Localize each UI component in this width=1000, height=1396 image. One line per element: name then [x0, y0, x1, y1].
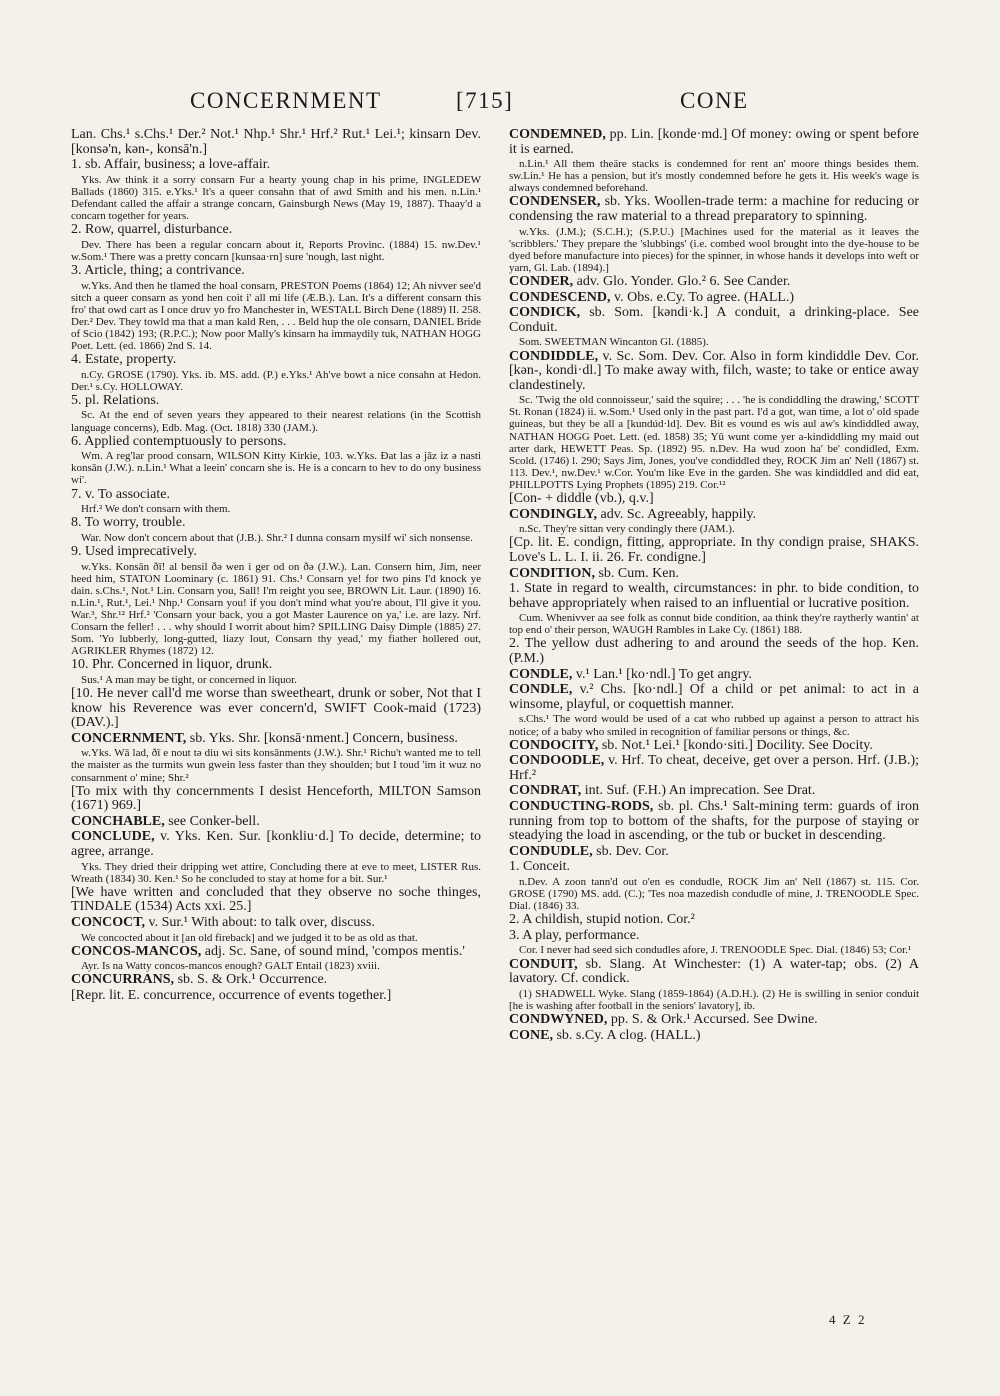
entry-text: w.Yks. (J.M.); (S.C.H.); (S.P.U.) [Machines used for the material as it leaves the 'scribblers.' They prepare the 'slubbings' (i.e. combed wool brought into the dye-house to be dyed before manufacture into pieces) for the spinner, in whose hands it develops into weft or yarn, Gl. Lab. (1894).]	[509, 225, 919, 274]
entry-text: n.Lin.¹ All them theäre stacks is condemned for rent an' moore things besides them. sw.Lin.¹ He has a pension, but it's mostly condemned before he gets it. His week's wage is always condemned beforehand.	[509, 158, 919, 195]
entry-text: sb. Yks. Shr. [konsā·nment.] Concern, business.	[186, 730, 458, 746]
header-right-word: CONE	[680, 88, 749, 113]
entry-text: see Conker-bell.	[164, 813, 260, 829]
entry-text: v. Yks. Ken. Sur. [konkliu·d.] To decide, determine; to agree, arrange.	[71, 829, 481, 859]
entry-text: We concocted about it [an old fireback] and we judged it to be as old as that.	[81, 931, 418, 944]
dictionary-entry	[509, 958, 919, 987]
signature-mark: 4 Z 2	[829, 1312, 867, 1327]
headword: CONDUCTING-RODS,	[509, 799, 654, 814]
entry-text: sb. S. & Ork.¹ Occurrence.	[174, 972, 328, 988]
dictionary-entry	[509, 800, 919, 844]
citation-paragraph	[71, 503, 481, 515]
running-header	[70, 88, 950, 122]
entry-text: n.Cy. GROSE (1790). Yks. ib. MS. add. (P.) e.Yks.¹ Ah've bowt a nice consahn at Hedon. Der.¹ s.Cy. HOLLOWAY.	[71, 368, 481, 393]
entry-text: 2. The yellow dust adhering to and around the seeds of the hop. Ken. (P.M.)	[509, 636, 919, 667]
entry-text: v. Sur.¹ With about: to talk over, discuss.	[145, 914, 375, 930]
headword: CONDINGLY,	[509, 506, 598, 522]
dictionary-entry	[71, 732, 481, 747]
entry-text: v. Obs. e.Cy. To agree. (HALL.)	[610, 289, 795, 305]
entry-text: sb. Yks. Woollen-trade term: a machine for reducing or condensing the raw material to a thread preparatory to spinning.	[509, 194, 919, 225]
headword: CONDEMNED,	[509, 127, 606, 142]
entry-text: (1) SHADWELL Wyke. Slang (1859-1864) (A.D.H.). (2) He is swilling in senior conduit [he is washing after football in the seniors' lavatory], ib.	[509, 987, 919, 1012]
headword: CONDUDLE,	[509, 843, 593, 859]
entry-text: pp. Lin. [konde·md.] Of money: owing or spent before it is earned.	[509, 127, 919, 157]
entry-text: Hrf.² We don't consarn with them.	[81, 503, 231, 516]
dictionary-entry	[509, 1029, 919, 1044]
entry-text: [Repr. lit. E. concurrence, occurrence of events together.]	[71, 987, 392, 1003]
citation-paragraph	[509, 944, 919, 956]
sense-paragraph	[71, 886, 481, 915]
headword: CONDICK,	[509, 305, 581, 321]
dictionary-entry	[509, 291, 919, 306]
sense-paragraph	[71, 264, 481, 279]
sense-paragraph	[71, 223, 481, 238]
entry-text: [We have written and concluded that they observe no soche thinges, TINDALE (1534) Acts xxi. 25.]	[71, 884, 481, 915]
entry-text: v. Sc. Som. Dev. Cor. Also in form kindiddle Dev. Cor. [kən-, kondi·dl.] To make away with, filch, waste; to take or entice away clandestinely.	[509, 348, 919, 393]
entry-text: [10. He never call'd me worse than sweetheart, drunk or sober, Not that I know his Reverence was ever concern'd, SWIFT Cook-maid (1723) (DAV.).]	[71, 685, 481, 731]
entry-text: sb. s.Cy. A clog. (HALL.)	[552, 1027, 701, 1043]
sense-paragraph	[71, 545, 481, 560]
dictionary-entry	[71, 945, 481, 960]
entry-text: sb. pl. Chs.¹ Salt-mining term: guards of iron running from top to bottom of the shafts, for the purpose of staying or steadying the load in ascending, or the tub or bucket in descending.	[509, 799, 919, 844]
entry-text: Dev. There has been a regular concarn about it, Reports Provinc. (1884) 15. nw.Dev.¹ w.Som.¹ There was a pretty concarn [kunsaa·rn] sure 'nough, last night.	[71, 238, 481, 263]
entry-text: Yks. They dried their dripping wet attire, Concluding there at eve to meet, LISTER Rus. Wreath (1834) 30. Ken.¹ So he concluded to stay at home for a bit. Sur.¹	[71, 860, 481, 885]
dictionary-entry	[71, 830, 481, 859]
dictionary-entry	[71, 815, 481, 830]
entry-text: Lan. Chs.¹ s.Chs.¹ Der.² Not.¹ Nhp.¹ Shr.¹ Hrf.² Rut.¹ Lei.¹; kinsarn Dev. [konsə'n, kən-, konsā'n.]	[71, 127, 481, 157]
entry-text: Som. SWEETMAN Wincanton Gl. (1885).	[519, 336, 709, 349]
entry-text: n.Dev. A zoon tann'd out o'en es condudle, ROCK Jim an' Nell (1867) st. 115. Cor. GROSE (1790) MS. add. (C.); 'Tes noa mazedish condudle of mine, J. TRENOODLE Spec. Dial. (1846) 33.	[509, 875, 919, 913]
entry-text: 5. pl. Relations.	[71, 392, 160, 408]
sense-paragraph	[71, 658, 481, 673]
dictionary-entry	[509, 275, 919, 290]
entry-text: sb. Dev. Cor.	[592, 843, 669, 859]
headword: CONDOODLE,	[509, 753, 605, 769]
headword: CONCERNMENT,	[71, 730, 187, 746]
entry-text: 2. Row, quarrel, disturbance.	[71, 222, 233, 238]
sense-paragraph	[509, 582, 919, 611]
entry-text: [To mix with thy concernments I desist Henceforth, MILTON Samson (1671) 969.]	[71, 783, 481, 814]
sense-paragraph	[71, 989, 481, 1004]
citation-paragraph	[509, 523, 919, 535]
entry-text: v.² Chs. [ko·ndl.] Of a child or pet animal: to act in a winsome, playful, or coquettish manner.	[509, 682, 919, 712]
entry-text: sb. Som. [kəndi·k.] A conduit, a drinking-place. See Conduit.	[509, 305, 919, 335]
headword: CONDOCITY,	[509, 737, 599, 753]
citation-paragraph	[509, 158, 919, 194]
citation-paragraph	[509, 612, 919, 636]
sense-paragraph	[509, 860, 919, 875]
sense-paragraph	[509, 929, 919, 944]
citation-paragraph	[71, 174, 481, 222]
entry-text: 1. Conceit.	[509, 859, 571, 875]
entry-text: 10. Phr. Concerned in liquor, drunk.	[71, 657, 273, 673]
dictionary-entry	[509, 754, 919, 783]
citation-paragraph	[71, 450, 481, 486]
dictionary-entry	[509, 784, 919, 799]
dictionary-entry	[509, 1013, 919, 1028]
headword: CONCURRANS,	[71, 972, 175, 988]
headword: CONDRAT,	[509, 783, 582, 799]
entry-text: int. Suf. (F.H.) An imprecation. See Drat.	[581, 783, 816, 799]
dictionary-entry	[71, 916, 481, 931]
sense-paragraph	[71, 516, 481, 531]
dictionary-entry	[71, 973, 481, 988]
headword: CONDESCEND,	[509, 289, 611, 305]
entry-text: v. Hrf. To cheat, deceive, get over a person. Hrf. (J.B.); Hrf.²	[509, 753, 919, 783]
entry-text: Sus.¹ A man may be tight, or concerned in liquor.	[81, 673, 297, 686]
entry-text: 8. To worry, trouble.	[71, 515, 186, 531]
entry-text: adv. Glo. Yonder. Glo.² 6. See Cander.	[573, 274, 791, 290]
entry-text: s.Chs.¹ The word would be used of a cat who rubbed up against a person to attract his notice; of a baby who smiled in recognition of familiar persons or things, &c.	[509, 713, 919, 738]
citation-paragraph	[71, 561, 481, 658]
dictionary-entry	[509, 195, 919, 224]
entry-text: adj. Sc. Sane, of sound mind, 'compos mentis.'	[201, 943, 465, 959]
right-column	[509, 128, 919, 1044]
headword: CONDWYNED,	[509, 1011, 608, 1027]
citation-paragraph	[509, 876, 919, 912]
entry-text: 3. A play, performance.	[509, 927, 640, 943]
citation-paragraph	[71, 239, 481, 263]
citation-paragraph	[71, 861, 481, 885]
citation-paragraph	[71, 532, 481, 544]
sense-paragraph	[509, 492, 919, 507]
dictionary-entry	[509, 845, 919, 860]
sense-paragraph	[71, 394, 481, 409]
entry-text: [Cp. lit. E. condign, fitting, appropriate. In thy condign praise, SHAKS. Love's L. L. I. ii. 26. Fr. condigne.]	[509, 535, 919, 565]
left-column	[71, 128, 481, 1005]
headword: CONDLE,	[509, 682, 573, 698]
entry-text: Sc. At the end of seven years they appeared to their nearest relations (in the Scottish language concerns), Edb. Mag. (Oct. 1818) 330 (JAM.).	[71, 409, 481, 434]
entry-text: n.Sc. They're sittan very condingly there (JAM.).	[519, 523, 735, 536]
entry-text: 3. Article, thing; a contrivance.	[71, 262, 245, 278]
sense-paragraph	[71, 785, 481, 814]
citation-paragraph	[509, 336, 919, 348]
header-left-word: CONCERNMENT	[190, 88, 382, 113]
citation-paragraph	[71, 960, 481, 972]
citation-paragraph	[71, 932, 481, 944]
entry-text: 7. v. To associate.	[71, 486, 170, 502]
entry-text: Wm. A reg'lar prood consarn, WILSON Kitty Kirkie, 103. w.Yks. Ðat las ə jāz iz ə nasti konsān (J.W.). n.Lin.¹ What a leein' concarn she is. He is a concarn to hev to do ony business wi'.	[71, 450, 481, 487]
citation-paragraph	[509, 226, 919, 274]
headword: CONDENSER,	[509, 194, 601, 210]
headword: CONDUIT,	[509, 956, 578, 972]
sense-paragraph	[71, 158, 481, 173]
sense-paragraph	[71, 488, 481, 503]
citation-paragraph	[71, 409, 481, 433]
citation-paragraph	[509, 988, 919, 1012]
headword: CONCHABLE,	[71, 813, 165, 829]
headword: CONDITION,	[509, 565, 595, 581]
entry-text: adv. Sc. Agreeably, happily.	[597, 506, 757, 522]
entry-text: [Con- + diddle (vb.), q.v.]	[509, 491, 654, 507]
entry-text: War. Now don't concern about that (J.B.). Shr.² I dunna consarn mysilf wi' sich nonsense.	[81, 531, 473, 544]
citation-paragraph	[71, 747, 481, 783]
entry-text: Cum. Whenivver aa see folk as connut bide condition, aa think they're raytherly wantin' at top end o' their person, WAUGH Rambles in Lake Cy. (1861) 188.	[509, 612, 919, 637]
headword: CONE,	[509, 1027, 553, 1043]
entry-text: w.Yks. Wā lad, ðī e nout tə diu wi sits konsānments (J.W.). Shr.¹ Richu't wanted me to tell the maister as the turmits wun gwein less faster than they shoulden; but I toud 'im it wuz no consarnment o' mine; Shr.²	[71, 747, 481, 784]
sense-paragraph	[71, 128, 481, 157]
headword: CONDER,	[509, 274, 574, 290]
dictionary-entry	[509, 668, 919, 683]
citation-paragraph	[71, 674, 481, 686]
headword: CONCOCT,	[71, 914, 146, 930]
dictionary-entry	[509, 567, 919, 582]
entry-text: Ayr. Is na Watty concos-mancos enough? GALT Entail (1823) xviii.	[81, 960, 380, 973]
entry-text: sb. Cum. Ken.	[594, 565, 679, 581]
entry-text: Sc. 'Twig the old connoisseur,' said the squire; . . . 'he is condiddling the drawing,' SCOTT St. Ronan (1824) ii. w.Som.¹ Used only in the past part. I'd a got, wan time, a lot o' old spade guineas, but they be all a [kundúd·ld]. Dev. Bit es vound es wis aul aw's kindiddled away, NATHAN HOGG Poet. Lett. (ed. 1858) 35; Yū wunt come yer a-kindiddling my maid out arter dark, HEWETT Peas. Sp. (1892) 95. n.Dev. Ha wud zoon ha' be' condidled, Exm. Scold. (1746) l. 290; Says Jim, Jones, you've condiddled they, ROCK Jim an' Nell (1867) st. 113. Dev.¹, nw.Dev.¹ w.Cor. You'm like Eve in the garden. She was kindiddled and did eat, PHILLPOTTS Lying Prophets (1895) 219. Cor.¹²	[509, 394, 919, 491]
dictionary-entry	[509, 683, 919, 712]
dictionary-entry	[509, 306, 919, 335]
entry-text: 1. sb. Affair, business; a love-affair.	[71, 157, 271, 173]
headword: CONDLE,	[509, 666, 573, 682]
dictionary-entry	[509, 128, 919, 157]
dictionary-entry	[509, 350, 919, 394]
sense-paragraph	[509, 637, 919, 666]
entry-text: pp. S. & Ork.¹ Accursed. See Dwine.	[607, 1011, 818, 1027]
dictionary-entry	[509, 508, 919, 523]
entry-text: w.Yks. And then he tlamed the hoal consarn, PRESTON Poems (1864) 12; Ah nivver see'd sitch a queer consarn as yond hen coit i' all mi life (Æ.B.). Lan. It's a different consarn this fro' that owd cart as I once druv yo fro Manchester in, WESTALL Birch Dene (1889) II. 258. Der.² Dev. They towld ma that a man kald Ren, . . . Beld hup the ole consarn, DANIEL Bride of Scio (1842) 193; (R.P.C.); Now poor Mally's kinsarn ha immaydily tuk, NATHAN HOGG Poet. Lett. (ed. 1866) 2nd S. 14.	[71, 279, 481, 352]
entry-text: 4. Estate, property.	[71, 352, 177, 368]
sense-paragraph	[509, 536, 919, 565]
sense-paragraph	[71, 687, 481, 731]
entry-text: 9. Used imprecatively.	[71, 543, 197, 559]
entry-text: Yks. Aw think it a sorry consarn Fur a hearty young chap in his prime, INGLEDEW Ballads (1860) 315. e.Yks.¹ It's a queer consahn that of awd Smith and his men. n.Lin.¹ Defendant called the affair a strange concarn, Gainsburgh News (May 19, 1887). Thaay'd a concarn together for years.	[71, 173, 481, 223]
entry-text: sb. Not.¹ Lei.¹ [kondo·siti.] Docility. See Docity.	[598, 737, 873, 753]
citation-paragraph	[509, 713, 919, 737]
entry-text: Cor. I never had seed sich condudles afore, J. TRENOODLE Spec. Dial. (1846) 53; Cor.¹	[519, 944, 912, 957]
headword: CONDIDDLE,	[509, 348, 599, 364]
citation-paragraph	[71, 369, 481, 393]
entry-text: 6. Applied contemptuously to persons.	[71, 433, 287, 449]
entry-text: w.Yks. Konsān ðī! al bensil ðə wen i ger od on ðə (J.W.). Lan. Consern him, Jim, neer heed him, STATON Loominary (c. 1861) 91. Chs.¹ Consarn ye! for two pins I'd knock ye dain. s.Chs.¹, Not.¹ Lin. Consarn you, Sall! I'm reight you see, BROWN Lit. Laur. (1890) 16. n.Lin.¹, Rut.¹, Lei.¹ Nhp.¹ Consarn you! if you don't mind what you're about, I'll give it you. War.³, Shr.¹² Hrf.² 'Consarn your back, you a got Master Laurence on ya,' i.e. are lazy. Nrf. Consarn the feller! . . . why should I worrit about him? SPILLING Daisy Dimple (1885) 27. Som. 'Yo lubberly, long-gutted, liazy lout, Consarn thy yead,' my fiather hollered out, AGRIKLER Rhymes (1872) 12.	[71, 560, 481, 658]
entry-text: v.¹ Lan.¹ [ko·ndl.] To get angry.	[572, 666, 752, 682]
entry-text: 2. A childish, stupid notion. Cor.²	[509, 912, 695, 928]
headword: CONCLUDE,	[71, 829, 155, 845]
entry-text: sb. Slang. At Winchester: (1) A water-tap; obs. (2) A lavatory. Cf. condick.	[509, 956, 919, 987]
sense-paragraph	[71, 435, 481, 450]
sense-paragraph	[509, 913, 919, 928]
page-number: [715]	[456, 88, 514, 113]
sense-paragraph	[71, 353, 481, 368]
headword: CONCOS-MANCOS,	[71, 943, 202, 959]
citation-paragraph	[71, 280, 481, 353]
citation-paragraph	[509, 394, 919, 491]
entry-text: 1. State in regard to wealth, circumstances: in phr. to bide condition, to behave appropriately when raised to an influential or lucrative position.	[509, 581, 919, 611]
dictionary-entry	[509, 739, 919, 754]
